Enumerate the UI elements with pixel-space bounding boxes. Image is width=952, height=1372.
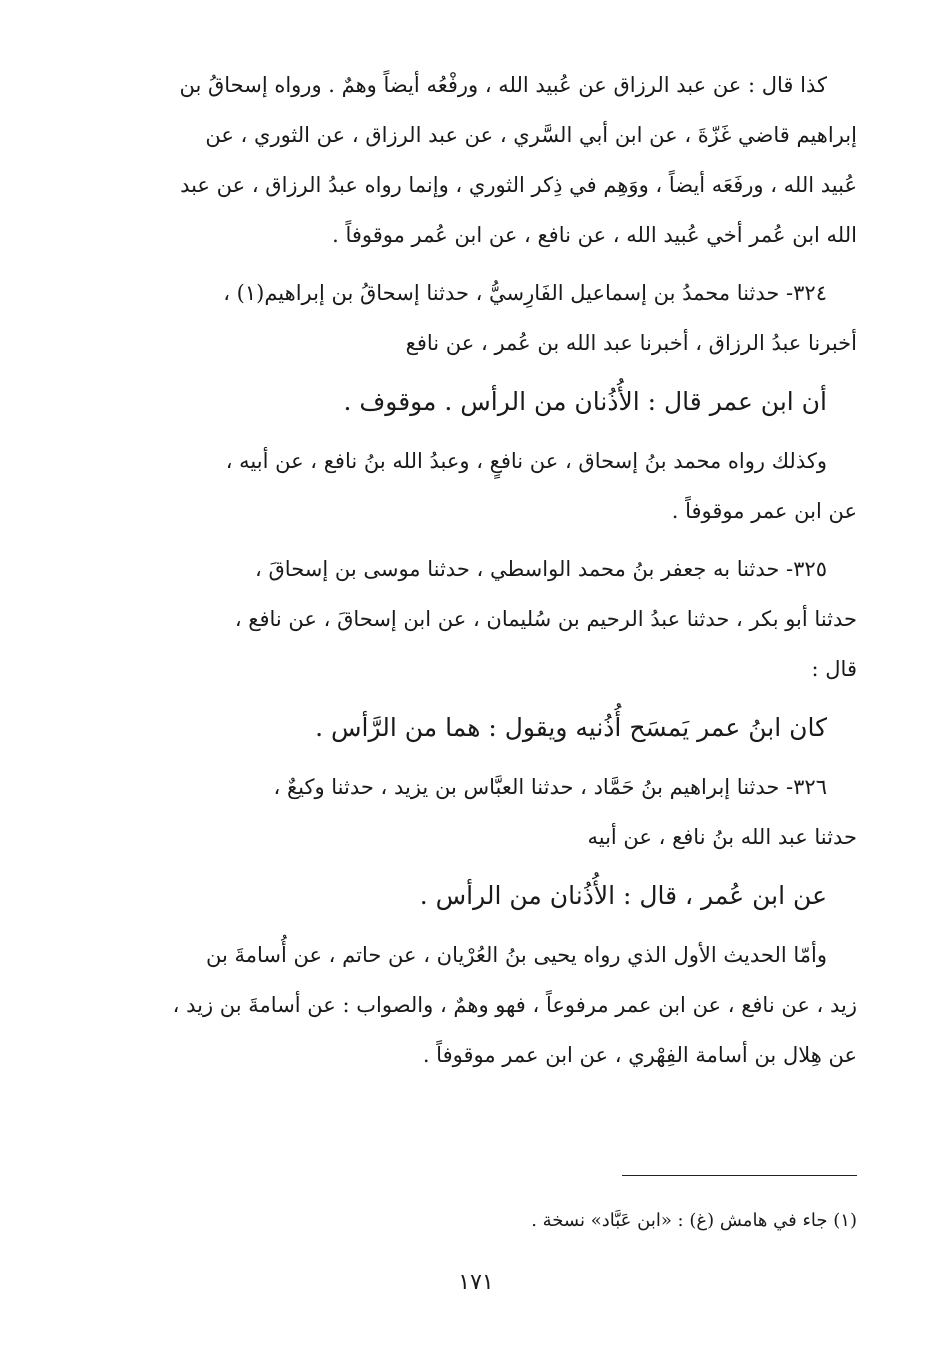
text-paragraph: [95, 930, 857, 1080]
page-number: ١٧١: [458, 1270, 494, 1295]
text-line: الله ابن عُمر أخي عُبيد الله ، عن نافع ، عن ابن عُمر موقوفاً .: [332, 223, 857, 247]
text-paragraph: [95, 436, 857, 536]
quote-line: عن ابن عُمر ، قال : الأُذُنان من الرأس .: [419, 881, 827, 910]
text-line: ٣٢٦- حدثنا إبراهيم بنُ حَمَّاد ، حدثنا العبَّاس بن يزيد ، حدثنا وكيعٌ ،: [273, 775, 827, 799]
paragraph-spacer: [95, 428, 857, 436]
text-line: حدثنا عبد الله بنُ نافع ، عن أبيه: [587, 825, 857, 849]
text-line: وكذلك رواه محمد بنُ إسحاق ، عن نافعٍ ، وعبدُ الله بنُ نافع ، عن أبيه ،: [225, 449, 827, 473]
quote-line: أن ابن عمر قال : الأُذُنان من الرأس . موقوف .: [343, 387, 827, 416]
paragraph-spacer: [95, 694, 857, 702]
paragraph-spacer: [95, 922, 857, 930]
hadith-quote: [95, 870, 857, 922]
text-line: أخبرنا عبدُ الرزاق ، أخبرنا عبد الله بن عُمر ، عن نافع: [405, 331, 857, 355]
text-line: ٣٢٤- حدثنا محمدُ بن إسماعيل الفَارِسيُّ ، حدثنا إسحاقُ بن إبراهيم(١) ،: [223, 281, 827, 305]
footnote: (١) جاء في هامش (غ) : «ابن عَبَّاد» نسخة .: [531, 1210, 857, 1231]
text-line: ٣٢٥- حدثنا به جعفر بنُ محمد الواسطي ، حدثنا موسى بن إسحاقَ ،: [255, 557, 827, 581]
page-body: [95, 60, 857, 1080]
hadith-quote: [95, 376, 857, 428]
paragraph-spacer: [95, 754, 857, 762]
quote-line: كان ابنُ عمر يَمسَح أُذُنيه ويقول : هما من الرَّأس .: [315, 713, 827, 742]
paragraph-spacer: [95, 536, 857, 544]
paragraph-spacer: [95, 260, 857, 268]
paragraph-spacer: [95, 368, 857, 376]
text-line: عن ابن عمر موقوفاً .: [671, 499, 857, 523]
text-paragraph: [95, 60, 857, 260]
text-line: حدثنا أبو بكر ، حدثنا عبدُ الرحيم بن سُليمان ، عن ابن إسحاقَ ، عن نافع ،: [234, 607, 857, 631]
text-paragraph: [95, 268, 857, 368]
text-line: كذا قال : عن عبد الرزاق عن عُبيد الله ، ورفْعُه أيضاً وهمٌ . ورواه إسحاقُ بن: [179, 73, 827, 97]
footnote-divider: [622, 1175, 857, 1176]
hadith-quote: [95, 702, 857, 754]
text-line: إبراهيم قاضي غَزّةَ ، عن ابن أبي السَّري ، عن عبد الرزاق ، عن الثوري ، عن: [205, 123, 857, 147]
text-line: عُبيد الله ، ورفَعَه أيضاً ، ووَهِم في ذِكر الثوري ، وإنما رواه عبدُ الرزاق ، عن عبد: [180, 173, 857, 197]
text-line: زيد ، عن نافع ، عن ابن عمر مرفوعاً ، فهو وهمٌ ، والصواب : عن أسامةَ بن زيد ،: [172, 993, 857, 1017]
text-line: وأمّا الحديث الأول الذي رواه يحيى بنُ العُرْيان ، عن حاتم ، عن أُسامةَ بن: [205, 943, 827, 967]
text-paragraph: [95, 762, 857, 862]
paragraph-spacer: [95, 862, 857, 870]
text-line: عن هِلال بن أسامة الفِهْري ، عن ابن عمر موقوفاً .: [422, 1043, 857, 1067]
text-line: قال :: [811, 657, 857, 681]
text-paragraph: [95, 544, 857, 694]
